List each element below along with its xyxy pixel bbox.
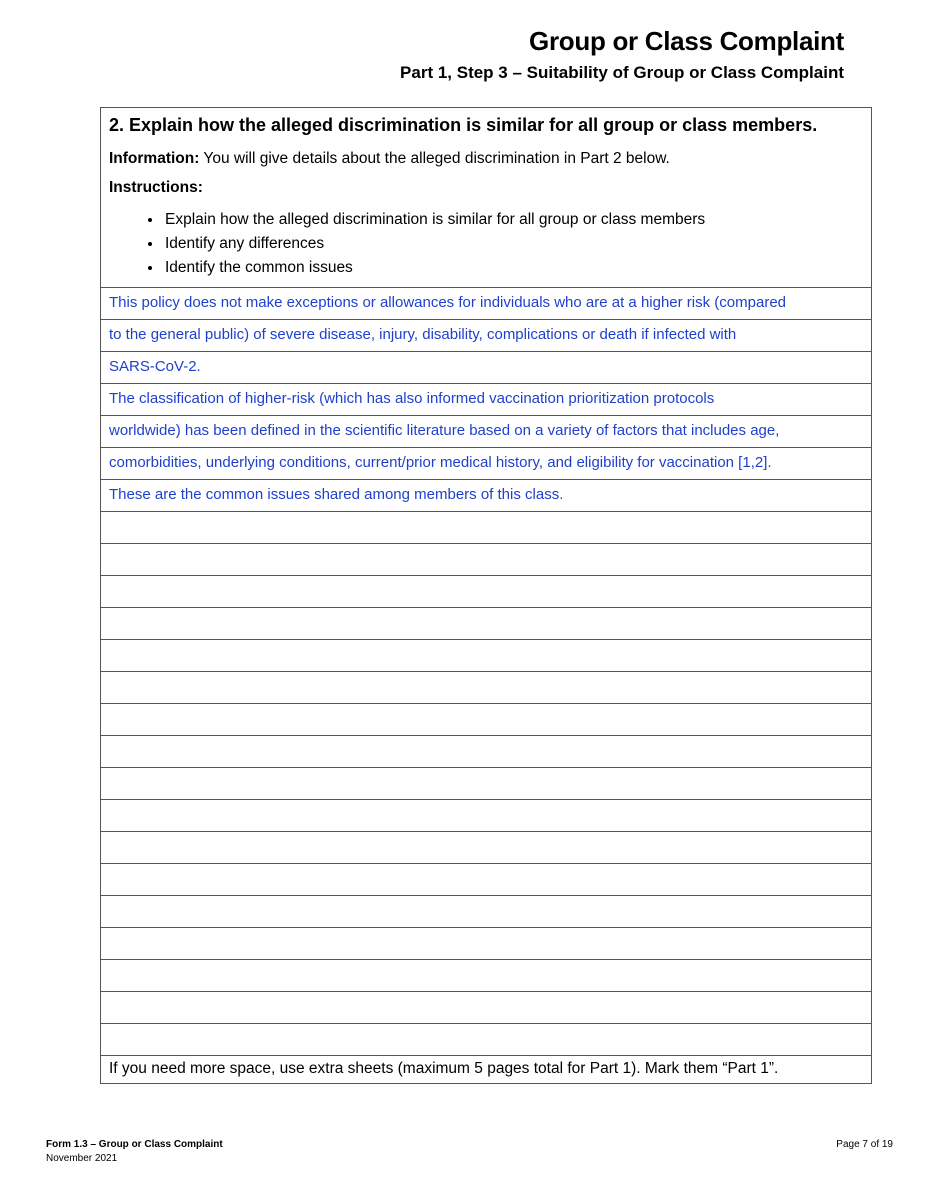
instructions-label: Instructions: xyxy=(109,179,203,196)
page-subtitle: Part 1, Step 3 – Suitability of Group or Class Complaint xyxy=(400,63,844,82)
answer-line[interactable] xyxy=(101,640,871,672)
complaint-form-section xyxy=(100,107,872,1084)
answer-line[interactable] xyxy=(101,768,871,800)
answer-line[interactable] xyxy=(101,576,871,608)
answer-line[interactable]: to the general public) of severe disease, injury, disability, complications or death if infected with xyxy=(101,320,871,352)
answer-line[interactable] xyxy=(101,704,871,736)
footer-form-info xyxy=(46,1138,223,1166)
answer-line[interactable]: The classification of higher-risk (which has also informed vaccination prioritization protocols xyxy=(101,384,871,416)
page-title: Group or Class Complaint xyxy=(529,26,844,56)
information-body: You will give details about the alleged discrimination in Part 2 below. xyxy=(199,150,670,167)
answer-line[interactable] xyxy=(101,992,871,1024)
question-heading: 2. Explain how the alleged discrimination is similar for all group or class members. xyxy=(109,115,818,135)
answer-line[interactable]: comorbidities, underlying conditions, current/prior medical history, and eligibility for vaccination [1,2]. xyxy=(101,448,871,480)
answer-line[interactable] xyxy=(101,1024,871,1056)
information-text xyxy=(109,149,863,169)
answer-line[interactable]: This policy does not make exceptions or allowances for individuals who are at a higher risk (compared xyxy=(101,288,871,320)
answer-line[interactable] xyxy=(101,960,871,992)
footer-form-name: Form 1.3 – Group or Class Complaint xyxy=(46,1139,223,1150)
instructions-list xyxy=(109,208,863,280)
answer-line[interactable] xyxy=(101,864,871,896)
extra-space-note: If you need more space, use extra sheets (maximum 5 pages total for Part 1). Mark them “Part 1”. xyxy=(109,1060,779,1077)
answer-line[interactable] xyxy=(101,672,871,704)
information-label: Information: xyxy=(109,150,200,167)
answer-line[interactable] xyxy=(101,736,871,768)
answer-line[interactable] xyxy=(101,608,871,640)
answer-line[interactable] xyxy=(101,928,871,960)
answer-line[interactable]: SARS-CoV-2. xyxy=(101,352,871,384)
answer-line[interactable] xyxy=(101,544,871,576)
instruction-item: • Explain how the alleged discrimination is similar for all group or class members xyxy=(163,208,863,232)
instruction-item: • Identify any differences xyxy=(163,232,863,256)
answer-line[interactable] xyxy=(101,512,871,544)
answer-line[interactable]: worldwide) has been defined in the scientific literature based on a variety of factors that includes age, xyxy=(101,416,871,448)
answer-line[interactable] xyxy=(101,832,871,864)
footer-page-number: Page 7 of 19 xyxy=(836,1139,893,1150)
answer-line[interactable] xyxy=(101,800,871,832)
form-section-header xyxy=(101,108,871,288)
footer-date: November 2021 xyxy=(46,1153,118,1164)
instruction-item: • Identify the common issues xyxy=(163,256,863,280)
answer-line[interactable]: These are the common issues shared among members of this class. xyxy=(101,480,871,512)
answer-line[interactable] xyxy=(101,896,871,928)
answer-lines xyxy=(101,288,871,1084)
